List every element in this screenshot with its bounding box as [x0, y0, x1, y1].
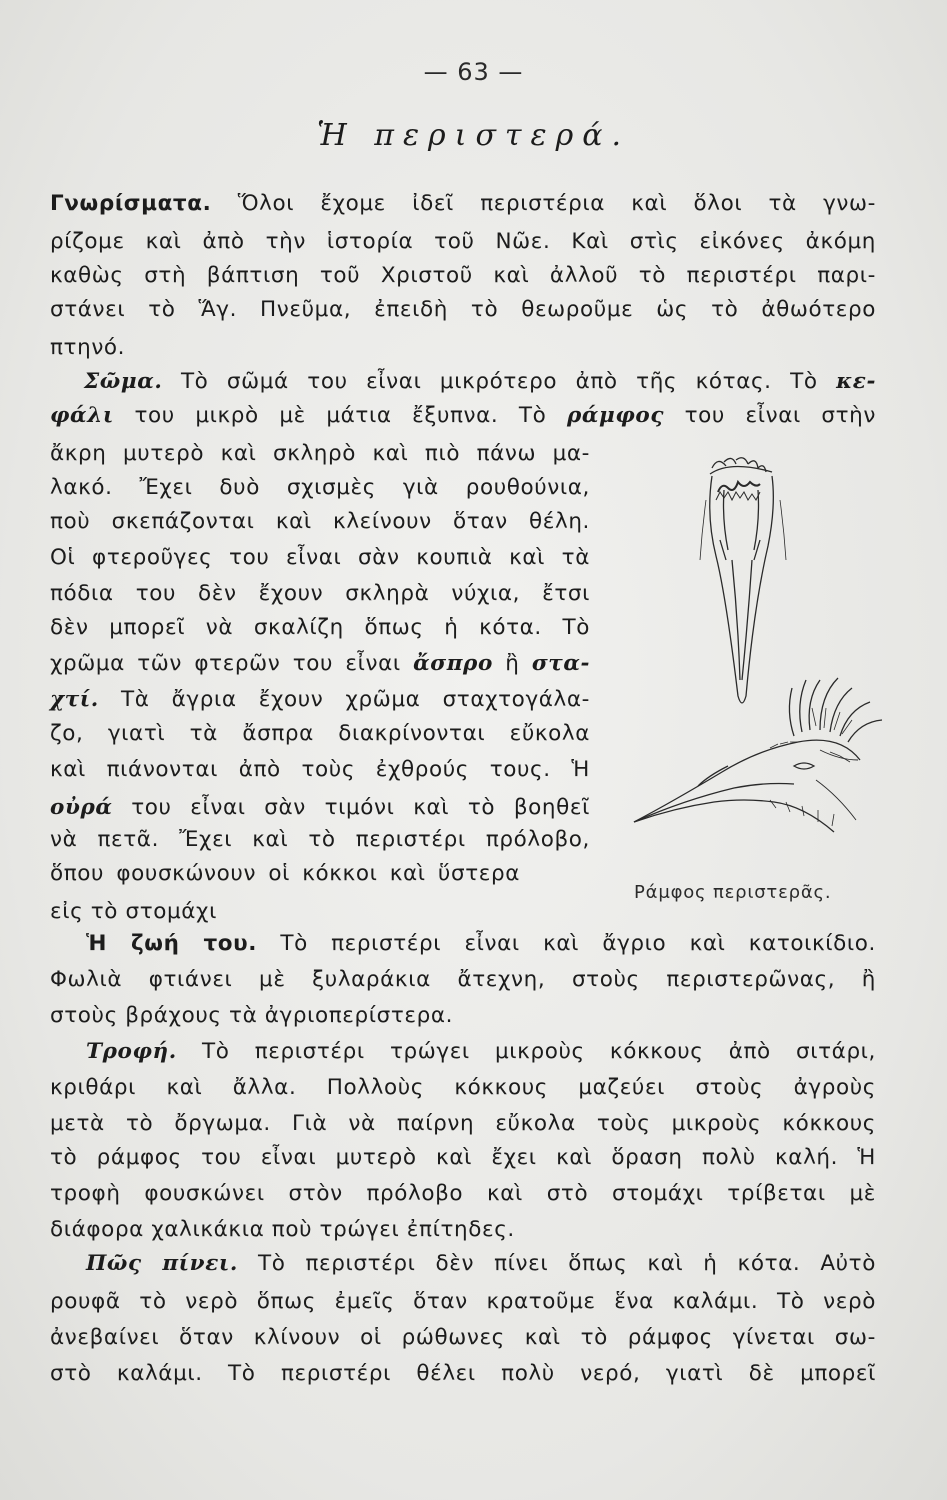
paragraph-line: Φωλιὰ φτιάνει μὲ ξυλαράκια ἄτεχνη, στοὺς περιστερῶνας, ἢ [50, 967, 876, 992]
paragraph-line [50, 650, 590, 678]
paragraph-line: διάφορα χαλικάκια ποὺ τρώγει ἐπίτηδες. [50, 1217, 515, 1242]
paragraph-line: Οἱ φτεροῦγες του εἶναι σὰν κουπιὰ καὶ τὰ [50, 545, 590, 570]
paragraph-line: κριθάρι καὶ ἄλλα. Πολλοὺς κόκκους μαζεύει στοὺς ἀγροὺς [50, 1075, 876, 1100]
paragraph-line: λακό. Ἔχει δυὸ σχισμὲς γιὰ ρουθούνια, [50, 475, 590, 500]
paragraph-line: τροφὴ φουσκώνει στὸν πρόλοβο καὶ στὸ στομάχι τρίβεται μὲ [50, 1181, 876, 1206]
paragraph-line [84, 368, 876, 396]
text-span: Ὅλοι ἔχομε ἰδεῖ περιστέρια καὶ ὅλοι τὰ γνω- [237, 191, 876, 216]
paragraph-line [86, 1038, 876, 1066]
paragraph-line: ζο, γιατὶ τὰ ἄσπρα διακρίνονται εὔκολα [50, 721, 590, 746]
text-span: του εἶναι στὴν [684, 403, 877, 428]
text-span: Τὰ ἄγρια ἔχουν χρῶμα σταχτογάλα- [121, 687, 590, 712]
section-heading-soma: Σῶμα. [84, 369, 163, 394]
paragraph-line [86, 1250, 876, 1278]
paragraph-line: καὶ πιάνονται ἀπὸ τοὺς ἐχθρούς τους. Ἡ [50, 757, 590, 782]
beak-side-view-drawing [634, 678, 882, 832]
paragraph-line [86, 930, 876, 958]
keyword-oura: οὐρά [50, 795, 113, 820]
keyword-aspro: ἄσπρο [413, 651, 493, 676]
keyword-kefali-cont: φάλι [50, 403, 114, 428]
page-title: Ἡ περιστερά. [316, 118, 631, 153]
text-span: Τὸ περιστέρι τρώγει μικροὺς κόκκους ἀπὸ σιτάρι, [202, 1039, 876, 1064]
paragraph-line: στοὺς βράχους τὰ ἀγριοπερίστερα. [50, 1003, 454, 1028]
paragraph-line: πόδια του δὲν ἔχουν σκληρὰ νύχια, ἔτσι [50, 581, 590, 606]
paragraph-line: δὲν μπορεῖ νὰ σκαλίζη ὅπως ἡ κότα. Τὸ [50, 615, 590, 640]
text-span: χρῶμα τῶν φτερῶν του εἶναι [50, 651, 401, 676]
page-number: — 63 — [423, 58, 524, 86]
text-span: Τὸ σῶμά του εἶναι μικρότερο ἀπὸ τῆς κότας. Τὸ [180, 369, 818, 394]
paragraph-line: τὸ ράμφος του εἶναι μυτερὸ καὶ ἔχει καὶ ὅραση πολὺ καλή. Ἡ [50, 1145, 876, 1170]
paragraph-line [50, 794, 590, 822]
paragraph-line: ποὺ σκεπάζονται καὶ κλείνουν ὅταν θέλη. [50, 509, 590, 534]
paragraph-line [50, 190, 876, 218]
keyword-stachti-cont: χτί. [50, 687, 99, 712]
paragraph-line: ἄκρη μυτερὸ καὶ σκληρὸ καὶ πιὸ πάνω μα- [50, 441, 590, 466]
beak-top-view-drawing [700, 458, 786, 703]
paragraph-line: ρουφᾶ τὸ νερὸ ὅπως ἐμεῖς ὅταν κρατοῦμε ἕνα καλάμι. Τὸ νερὸ [50, 1289, 876, 1314]
paragraph-line [50, 686, 590, 714]
paragraph-line: καθὼς στὴ βάπτιση τοῦ Χριστοῦ καὶ ἀλλοῦ τὸ περιστέρι παρι- [50, 263, 876, 288]
section-heading-zoi: Ἡ ζωή του. [86, 931, 258, 956]
keyword-kefali: κε- [836, 369, 876, 394]
keyword-stachti: στα- [531, 651, 590, 676]
section-heading-pos-pinei: Πῶς πίνει. [86, 1251, 238, 1276]
paragraph-line [50, 402, 876, 430]
paragraph-line: μετὰ τὸ ὄργωμα. Γιὰ νὰ παίρνη εὔκολα τοὺς μικροὺς κόκκους [50, 1111, 876, 1136]
paragraph-line: εἰς τὸ στομάχι [50, 899, 217, 924]
text-span: του μικρὸ μὲ μάτια ἔξυπνα. Τὸ [134, 403, 547, 428]
paragraph-line: πτηνό. [50, 335, 126, 360]
section-heading-gnorismata: Γνωρίσματα. [50, 191, 212, 216]
paragraph-line: ρίζομε καὶ ἀπὸ τὴν ἱστορία τοῦ Νῶε. Καὶ στὶς εἰκόνες ἀκόμη [50, 229, 876, 254]
pigeon-beak-illustration [620, 430, 890, 920]
text-span: Τὸ περιστέρι εἶναι καὶ ἄγριο καὶ κατοικίδιο. [280, 931, 876, 956]
figure-caption: Ράμφος περιστερᾶς. [634, 882, 832, 903]
paragraph-line: στάνει τὸ Ἅγ. Πνεῦμα, ἐπειδὴ τὸ θεωροῦμε ὡς τὸ ἀθωότερο [50, 297, 876, 322]
paragraph-line: ὅπου φουσκώνουν οἱ κόκκοι καὶ ὕστερα [50, 861, 520, 886]
section-heading-trofi: Τροφή. [86, 1039, 177, 1064]
paragraph-line: νὰ πετᾶ. Ἔχει καὶ τὸ περιστέρι πρόλοβο, [50, 827, 590, 852]
text-span: ἢ [505, 651, 520, 676]
paragraph-line: ἀνεβαίνει ὅταν κλίνουν οἱ ρώθωνες καὶ τὸ ράμφος γίνεται σω- [50, 1325, 876, 1350]
text-span: του εἶναι σὰν τιμόνι καὶ τὸ βοηθεῖ [131, 795, 590, 820]
text-span: Τὸ περιστέρι δὲν πίνει ὅπως καὶ ἡ κότα. Αὐτὸ [257, 1251, 876, 1276]
paragraph-line: στὸ καλάμι. Τὸ περιστέρι θέλει πολὺ νερό, γιατὶ δὲ μπορεῖ [50, 1361, 876, 1386]
keyword-ramfos: ράμφος [566, 403, 665, 428]
